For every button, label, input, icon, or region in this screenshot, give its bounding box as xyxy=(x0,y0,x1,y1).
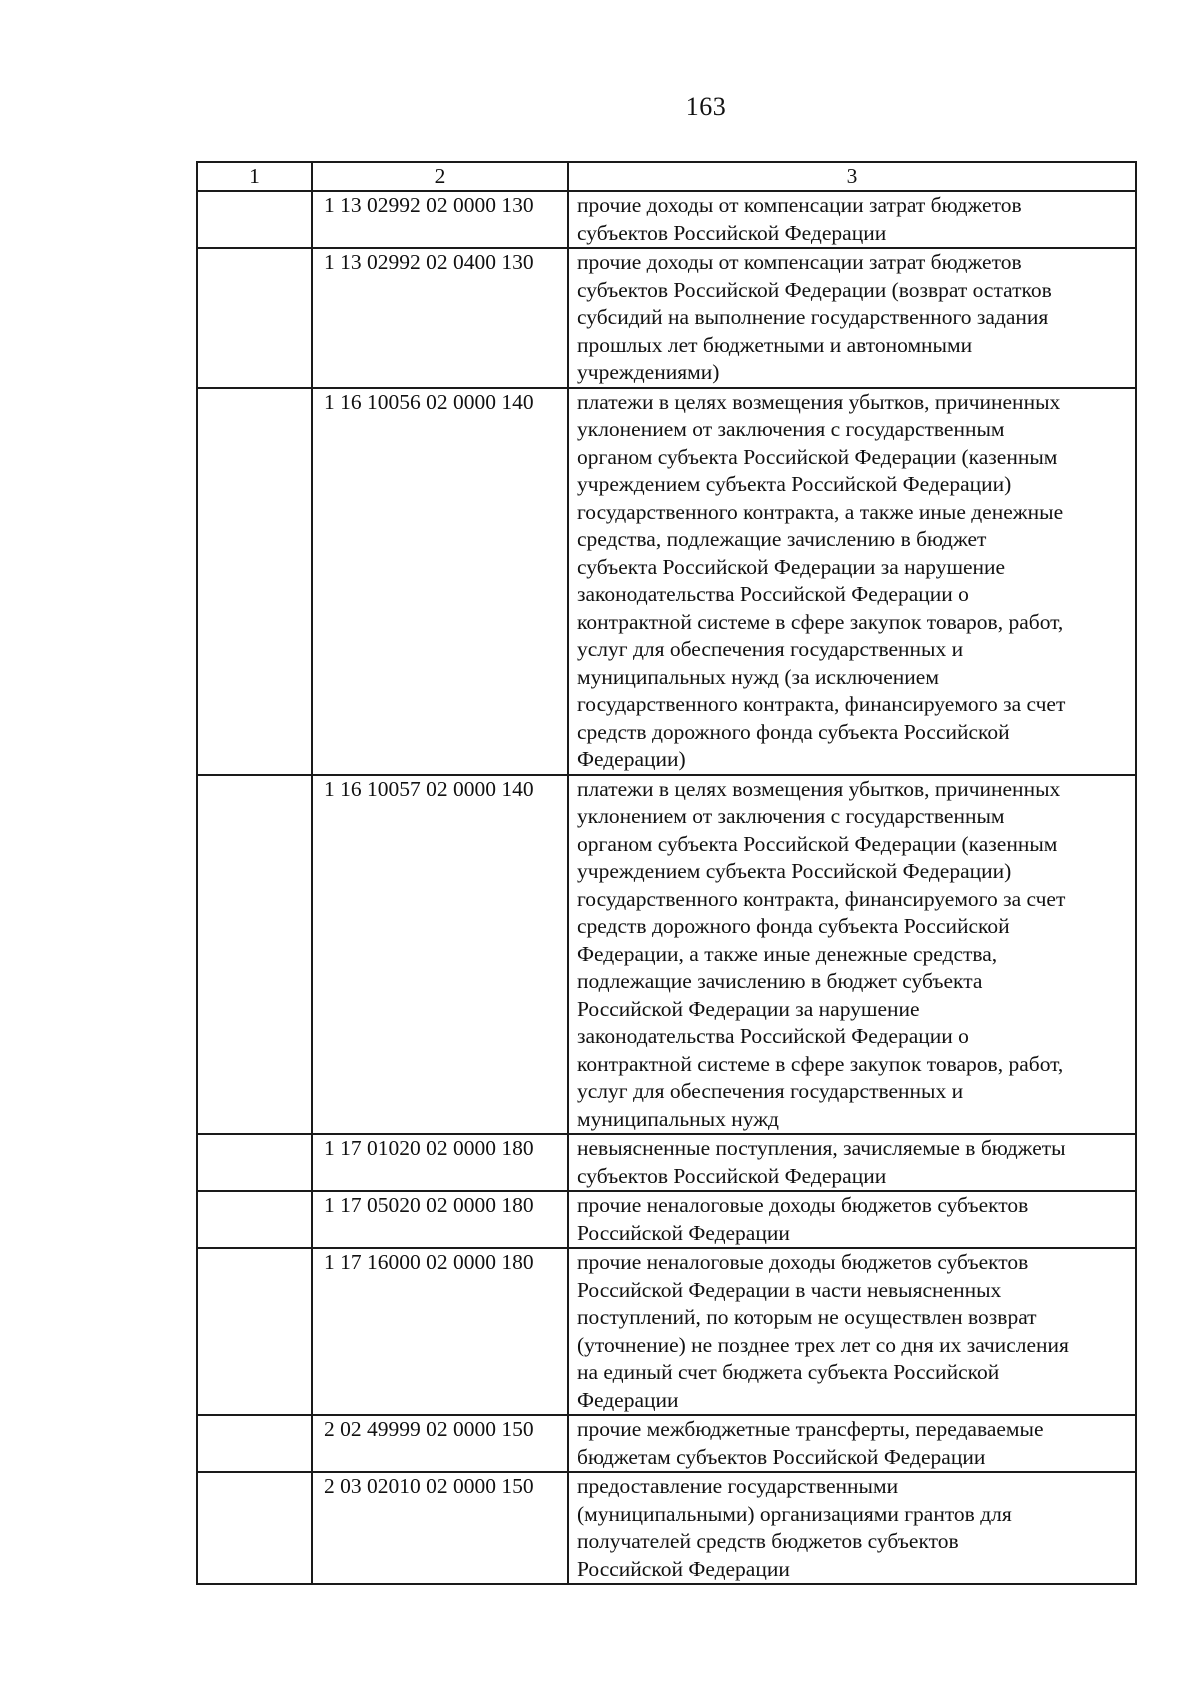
description-line: субъектов Российской Федерации xyxy=(577,1163,887,1188)
description-cell xyxy=(568,775,1136,1135)
budget-code-cell: 1 16 10057 02 0000 140 xyxy=(312,775,568,1135)
description-cell xyxy=(568,248,1136,388)
empty-cell xyxy=(197,1472,312,1584)
description-line: государственного контракта, финансируемого за счет xyxy=(577,692,1066,716)
description-line: получателей средств бюджетов субъектов xyxy=(577,1529,959,1553)
budget-code-cell: 2 03 02010 02 0000 150 xyxy=(312,1472,568,1584)
description-line: прочие доходы от компенсации затрат бюджетов xyxy=(577,250,1022,274)
description-line: государственного контракта, финансируемого за счет xyxy=(577,886,1066,911)
description-line: субъекта Российской Федерации за нарушение xyxy=(577,554,1006,579)
description-cell xyxy=(568,1134,1136,1191)
description-line: Федерации xyxy=(577,1387,679,1412)
table-row xyxy=(197,1472,1136,1584)
table-row xyxy=(197,191,1136,248)
description-cell xyxy=(568,1248,1136,1415)
description-line: муниципальных нужд (за исключением xyxy=(577,664,939,689)
description-line: органом субъекта Российской Федерации (казенным xyxy=(577,831,1058,856)
description-cell xyxy=(568,1415,1136,1472)
description-line: законодательства Российской Федерации о xyxy=(577,1024,969,1048)
description-line: (муниципальными) организациями грантов для xyxy=(577,1501,1012,1526)
budget-code-cell: 1 13 02992 02 0400 130 xyxy=(312,248,568,388)
description-line: Федерации, а также иные денежные средства, xyxy=(577,941,998,966)
budget-classification-table xyxy=(196,161,1137,1585)
description-line: субсидий на выполнение государственного задания xyxy=(577,305,1049,329)
empty-cell xyxy=(197,775,312,1135)
description-line: прочие неналоговые доходы бюджетов субъектов xyxy=(577,1250,1029,1274)
description-line: Российской Федерации xyxy=(577,1220,790,1245)
table-header-row xyxy=(197,162,1136,191)
description-cell xyxy=(568,1191,1136,1248)
table-row xyxy=(197,248,1136,388)
budget-code-cell: 2 02 49999 02 0000 150 xyxy=(312,1415,568,1472)
description-line: прочие неналоговые доходы бюджетов субъектов xyxy=(577,1193,1029,1217)
description-line: Российской Федерации в части невыясненных xyxy=(577,1277,1002,1302)
description-cell xyxy=(568,1472,1136,1584)
column-header-1: 1 xyxy=(197,162,312,191)
table-row xyxy=(197,388,1136,775)
description-line: муниципальных нужд xyxy=(577,1106,779,1131)
page-number: 163 xyxy=(685,92,727,121)
description-line: поступлений, по которым не осуществлен возврат xyxy=(577,1305,1037,1329)
description-line: уклонением от заключения с государственным xyxy=(577,804,1005,828)
description-line: платежи в целях возмещения убытков, причиненных xyxy=(577,776,1061,801)
description-line: платежи в целях возмещения убытков, причиненных xyxy=(577,389,1061,414)
description-cell xyxy=(568,191,1136,248)
description-line: прошлых лет бюджетными и автономными xyxy=(577,332,973,357)
description-line: учреждением субъекта Российской Федерации) xyxy=(577,472,1012,496)
empty-cell xyxy=(197,1134,312,1191)
table-row xyxy=(197,1415,1136,1472)
description-line: законодательства Российской Федерации о xyxy=(577,582,969,606)
description-line: Российской Федерации xyxy=(577,1556,790,1581)
description-line: средства, подлежащие зачислению в бюджет xyxy=(577,527,987,551)
description-line: субъектов Российской Федерации xyxy=(577,220,887,245)
description-line: невыясненные поступления, зачисляемые в бюджеты xyxy=(577,1136,1066,1160)
column-header-3: 3 xyxy=(568,162,1136,191)
description-line: предоставление государственными xyxy=(577,1474,899,1498)
empty-cell xyxy=(197,1191,312,1248)
table-row xyxy=(197,775,1136,1135)
description-line: средств дорожного фонда субъекта Российской xyxy=(577,719,1010,744)
empty-cell xyxy=(197,191,312,248)
table-row xyxy=(197,1191,1136,1248)
description-line: Российской Федерации за нарушение xyxy=(577,996,920,1021)
budget-code-cell: 1 17 05020 02 0000 180 xyxy=(312,1191,568,1248)
description-line: органом субъекта Российской Федерации (казенным xyxy=(577,444,1058,469)
description-line: услуг для обеспечения государственных и xyxy=(577,1079,964,1103)
budget-code-cell: 1 13 02992 02 0000 130 xyxy=(312,191,568,248)
description-line: учреждениями) xyxy=(577,360,720,384)
description-line: контрактной системе в сфере закупок товаров, работ, xyxy=(577,1051,1064,1076)
description-line: (уточнение) не позднее трех лет со дня их зачисления xyxy=(577,1332,1069,1357)
table-row xyxy=(197,1134,1136,1191)
description-line: подлежащие зачислению в бюджет субъекта xyxy=(577,969,983,993)
description-line: на единый счет бюджета субъекта Российской xyxy=(577,1360,1000,1384)
description-line: бюджетам субъектов Российской Федерации xyxy=(577,1444,986,1469)
description-line: услуг для обеспечения государственных и xyxy=(577,637,964,661)
description-line: Федерации) xyxy=(577,747,686,771)
table-row xyxy=(197,1248,1136,1415)
description-line: прочие межбюджетные трансферты, передаваемые xyxy=(577,1417,1044,1441)
budget-code-cell: 1 17 01020 02 0000 180 xyxy=(312,1134,568,1191)
column-header-2: 2 xyxy=(312,162,568,191)
description-line: государственного контракта, а также иные денежные xyxy=(577,499,1064,524)
description-line: уклонением от заключения с государственным xyxy=(577,417,1005,441)
budget-code-cell: 1 16 10056 02 0000 140 xyxy=(312,388,568,775)
description-line: средств дорожного фонда субъекта Российской xyxy=(577,914,1010,938)
description-line: субъектов Российской Федерации (возврат остатков xyxy=(577,277,1052,302)
empty-cell xyxy=(197,1248,312,1415)
description-line: прочие доходы от компенсации затрат бюджетов xyxy=(577,193,1022,217)
budget-code-cell: 1 17 16000 02 0000 180 xyxy=(312,1248,568,1415)
empty-cell xyxy=(197,248,312,388)
empty-cell xyxy=(197,388,312,775)
description-line: контрактной системе в сфере закупок товаров, работ, xyxy=(577,609,1064,634)
description-line: учреждением субъекта Российской Федерации) xyxy=(577,859,1012,883)
empty-cell xyxy=(197,1415,312,1472)
description-cell xyxy=(568,388,1136,775)
